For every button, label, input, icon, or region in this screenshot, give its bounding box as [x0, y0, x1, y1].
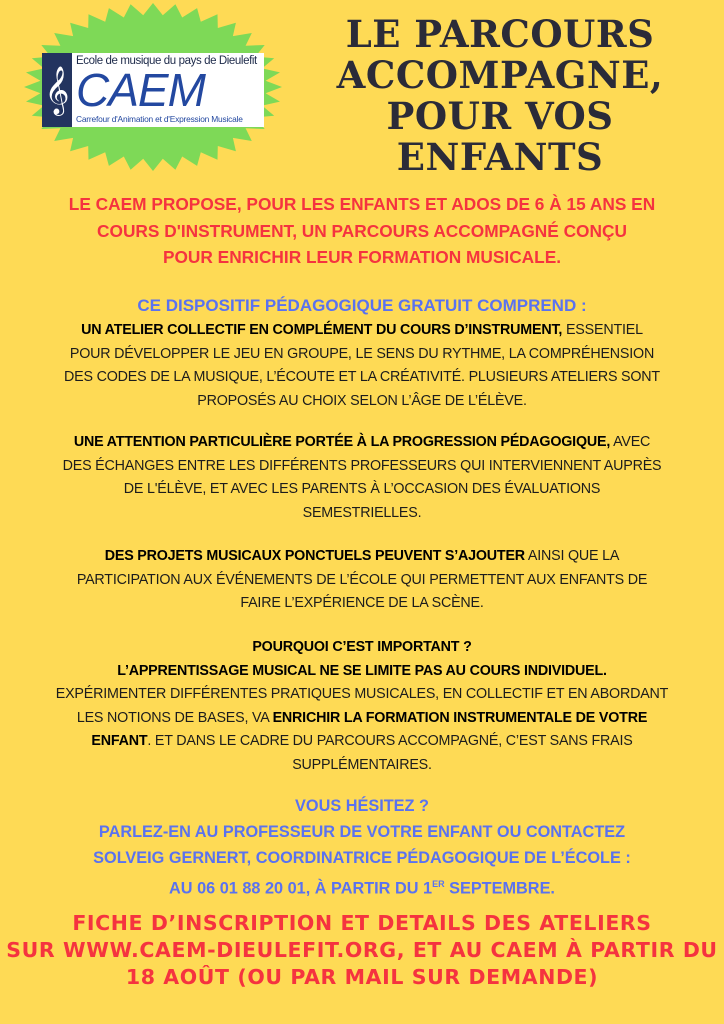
- superscript: ER: [432, 879, 445, 889]
- text: LES NOTIONS DE BASES, VA: [76, 709, 273, 726]
- section-heading: CE DISPOSITIF PÉDAGOGIQUE GRATUIT COMPREND :: [137, 296, 587, 315]
- logo-top-line: Ecole de musique du pays de Dieulefit: [76, 55, 257, 67]
- contact-line: PARLEZ-EN AU PROFESSEUR DE VOTRE ENFANT OU CONTACTEZ: [98, 823, 626, 841]
- title-line: ENFANTS: [396, 135, 604, 179]
- bold-text: UNE ATTENTION PARTICULIÈRE PORTÉE À LA PROGRESSION PÉDAGOGIQUE,: [73, 434, 611, 450]
- footer-line: SUR WWW.CAEM-DIEULEFIT.ORG, ET AU CAEM À PARTIR DU: [6, 938, 718, 962]
- bold-text: ENFANT: [91, 733, 148, 749]
- text: AVEC: [610, 434, 651, 450]
- title-line: POUR VOS: [386, 94, 614, 138]
- text: SEPTEMBRE.: [444, 879, 555, 898]
- intro-paragraph: [0, 191, 724, 271]
- title-line: LE PARCOURS: [345, 12, 655, 56]
- bold-text: ENRICHIR LA FORMATION INSTRUMENTALE DE VOTRE: [272, 709, 648, 726]
- logo-subtitle: Carrefour d'Animation et d'Expression Musicale: [76, 114, 243, 124]
- footer-info: [0, 910, 724, 991]
- text: PROPOSÉS AU CHOIX SELON L’ÂGE DE L’ÉLÈVE.: [197, 392, 527, 409]
- intro-line: POUR ENRICHIR LEUR FORMATION MUSICALE.: [162, 247, 562, 267]
- text: SUPPLÉMENTAIRES.: [292, 756, 432, 773]
- paragraph-attention: [0, 431, 724, 525]
- intro-line: LE CAEM PROPOSE, POUR LES ENFANTS ET ADOS DE 6 À 15 ANS EN: [68, 194, 656, 214]
- text: EXPÉRIMENTER DIFFÉRENTES PRATIQUES MUSICALES, EN COLLECTIF ET EN ABORDANT: [55, 686, 669, 702]
- text: ESSENTIEL: [562, 322, 643, 338]
- text: SEMESTRIELLES.: [302, 504, 422, 521]
- title-line: ACCOMPAGNE,: [336, 53, 664, 97]
- caem-logo: [42, 53, 264, 127]
- paragraph-atelier: [0, 319, 724, 413]
- footer-line: 18 AOÛT (OU PAR MAIL SUR DEMANDE): [125, 965, 599, 989]
- text: DES CODES DE LA MUSIQUE, L’ÉCOUTE ET LA CRÉATIVITÉ. PLUSIEURS ATELIERS SONT: [64, 369, 660, 385]
- paragraph-pourquoi: [0, 636, 724, 777]
- bold-text: UN ATELIER COLLECTIF EN COMPLÉMENT DU COURS D’INSTRUMENT,: [81, 322, 563, 338]
- page-title: [330, 14, 670, 178]
- text: AINSI QUE LA: [524, 548, 620, 564]
- bold-text: L’APPRENTISSAGE MUSICAL NE SE LIMITE PAS AU COURS INDIVIDUEL.: [117, 662, 607, 679]
- text: PARTICIPATION AUX ÉVÉNEMENTS DE L’ÉCOLE QUI PERMETTENT AUX ENFANTS DE: [76, 571, 648, 588]
- intro-line: COURS D'INSTRUMENT, UN PARCOURS ACCOMPAGNÉ CONÇU: [97, 220, 627, 241]
- paragraph-projets: [0, 545, 724, 616]
- bold-text: POURQUOI C’EST IMPORTANT ?: [252, 639, 472, 655]
- treble-clef-icon: 𝄞: [42, 53, 72, 127]
- text: FAIRE L’EXPÉRIENCE DE LA SCÈNE.: [240, 595, 484, 611]
- text: DES ÉCHANGES ENTRE LES DIFFÉRENTS PROFESSEURS QUI INTERVIENNENT AUPRÈS: [62, 457, 662, 474]
- contact-heading: VOUS HÉSITEZ ?: [295, 797, 429, 815]
- footer-line: FICHE D’INSCRIPTION ET DETAILS DES ATELIERS: [72, 911, 652, 935]
- logo-name: CAEM: [76, 64, 205, 116]
- contact-line: SOLVEIG GERNERT, COORDINATRICE PÉDAGOGIQUE DE L’ÉCOLE :: [93, 849, 631, 867]
- text: . ET DANS LE CADRE DU PARCOURS ACCOMPAGNÉ, C’EST SANS FRAIS: [147, 733, 633, 749]
- text: AU 06 01 88 20 01, À PARTIR DU 1: [169, 879, 433, 898]
- text: POUR DÉVELOPPER LE JEU EN GROUPE, LE SENS DU RYTHME, LA COMPRÉHENSION: [69, 345, 655, 362]
- bold-text: DES PROJETS MUSICAUX PONCTUELS PEUVENT S’AJOUTER: [104, 548, 525, 564]
- text: DE L'ÉLÈVE, ET AVEC LES PARENTS À L’OCCASION DES ÉVALUATIONS: [123, 481, 601, 497]
- contact-phone-line: [0, 871, 724, 901]
- contact-section: [0, 793, 724, 901]
